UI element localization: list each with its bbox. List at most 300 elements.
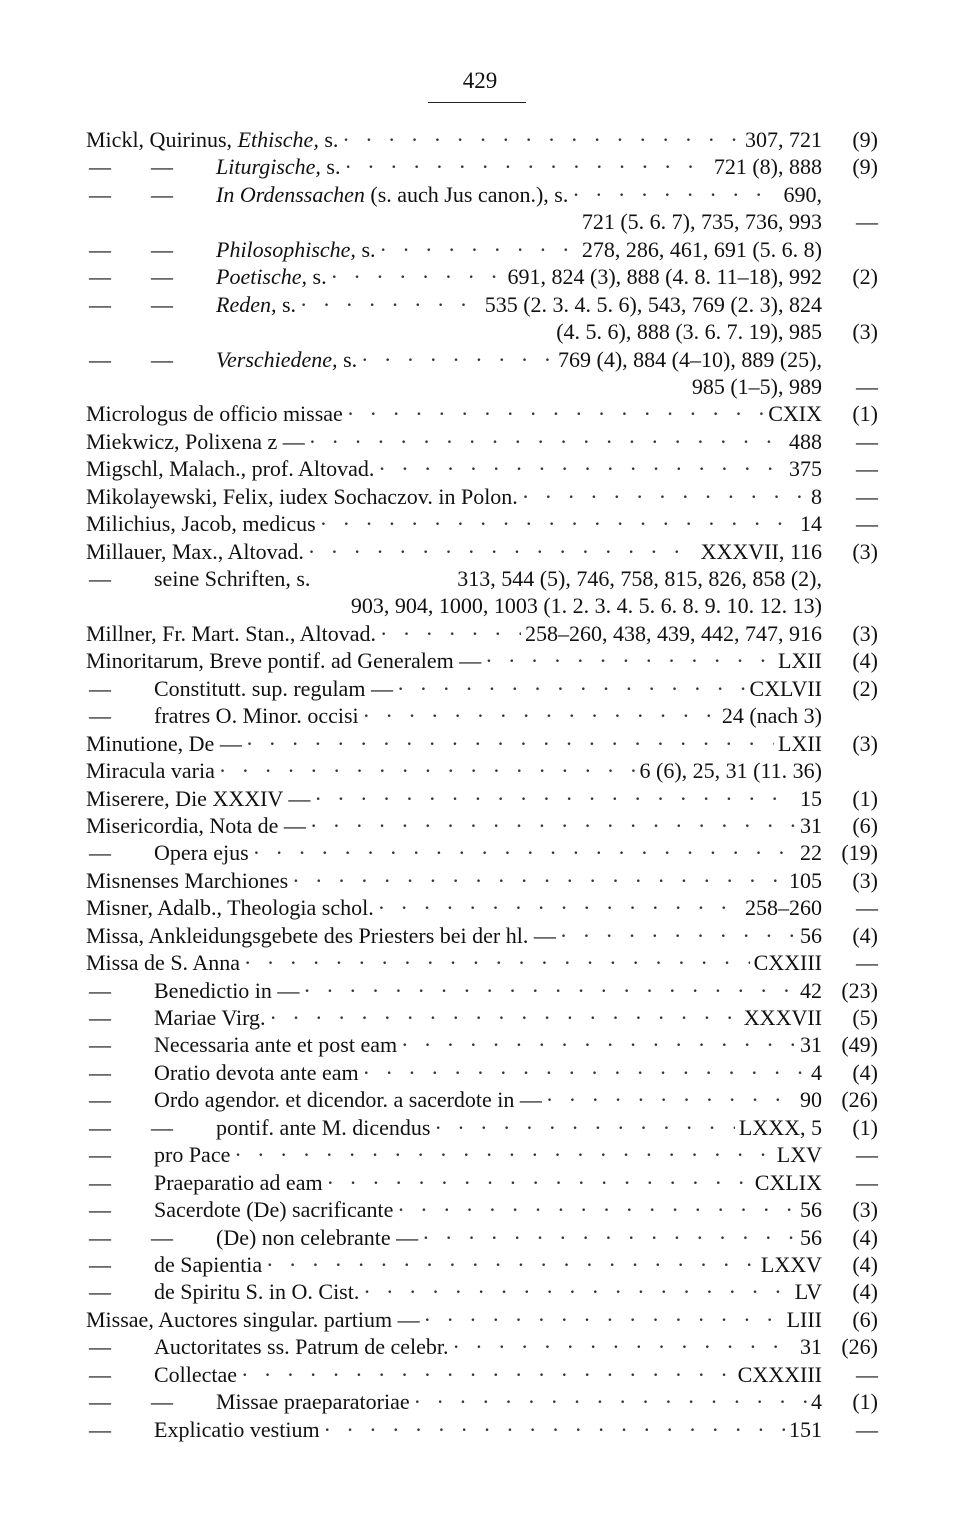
page-references: LXXX, 5 xyxy=(738,1114,822,1140)
leader-dots xyxy=(266,1251,757,1278)
leader-dots xyxy=(434,1114,734,1141)
entry-label: Micrologus de officio missae xyxy=(86,401,343,427)
entry-label: fratres O. Minor. occisi xyxy=(154,703,359,729)
entry-heading xyxy=(86,126,338,153)
page-references: XXXVII xyxy=(743,1005,822,1030)
entry-label-suffix: (s. auch Jus canon.), s. xyxy=(364,181,569,207)
leader-dots xyxy=(327,1169,751,1196)
index-entry xyxy=(86,1224,878,1251)
leader-dots xyxy=(378,455,785,482)
count-note: — xyxy=(856,1361,878,1387)
entry-heading xyxy=(86,428,305,455)
entry-label: Sacerdote (De) sacrificante xyxy=(154,1197,394,1223)
entry-label-suffix: s. xyxy=(276,291,297,317)
leader-dots xyxy=(522,483,807,510)
ditto-dash: — xyxy=(89,1197,111,1223)
ditto-dash: — xyxy=(151,1389,173,1415)
index-entry xyxy=(86,867,878,894)
index-entry xyxy=(86,153,878,180)
ditto-dash: — xyxy=(89,675,111,701)
entry-heading xyxy=(154,977,299,1004)
entry-heading xyxy=(86,922,556,949)
page-references: 56 xyxy=(800,922,822,948)
count-note: (2) xyxy=(852,264,878,290)
page-references: LXII xyxy=(778,730,822,756)
count-note: (1) xyxy=(852,785,878,811)
index-entry xyxy=(86,922,878,949)
page-references: 56 xyxy=(800,1197,822,1223)
index-entry xyxy=(86,894,878,921)
entry-heading xyxy=(154,702,359,729)
entry-heading xyxy=(86,1306,420,1333)
ditto-dash: — xyxy=(89,1114,111,1140)
entry-label: Migschl, Malach., prof. Altovad. xyxy=(86,456,375,482)
ditto-dash: — xyxy=(151,236,173,262)
leader-dots xyxy=(246,730,774,757)
leader-dots xyxy=(422,1224,796,1251)
ditto-dash: — xyxy=(89,236,111,262)
page-references: 22 xyxy=(800,840,822,866)
index-entry xyxy=(86,1059,878,1086)
entry-label: Miserere, Die XXXIV — xyxy=(86,785,311,811)
entry-heading xyxy=(216,291,296,318)
entry-label-suffix: s. xyxy=(355,236,376,262)
entry-heading xyxy=(154,565,310,592)
leader-dots xyxy=(424,1306,783,1333)
index-entry xyxy=(86,1031,878,1058)
page-references: 903, 904, 1000, 1003 (1. 2. 3. 4. 5. 6. 8. 9. 10. 12. 13) xyxy=(350,593,822,619)
count-note: (9) xyxy=(852,154,878,180)
ditto-dash: — xyxy=(89,1334,111,1360)
page-references: 42 xyxy=(800,977,822,1003)
entry-label: Milichius, Jacob, medicus xyxy=(86,511,316,537)
index-entry xyxy=(86,1141,878,1168)
entry-heading xyxy=(86,538,304,565)
ditto-dash: — xyxy=(89,346,111,372)
entry-subtitle-italic: In Ordenssachen xyxy=(216,181,365,207)
count-note: (4) xyxy=(852,1224,878,1250)
entry-heading xyxy=(86,400,343,427)
leader-dots xyxy=(378,894,741,921)
entry-heading xyxy=(154,1086,542,1113)
page-references: 258–260 xyxy=(745,895,822,921)
entry-label: Misnenses Marchiones xyxy=(86,867,289,893)
entry-label: de Sapientia xyxy=(154,1251,263,1277)
leader-dots xyxy=(303,977,796,1004)
entry-heading xyxy=(216,263,327,290)
index-entry xyxy=(86,757,878,784)
leader-dots xyxy=(219,757,636,784)
ditto-dash: — xyxy=(151,264,173,290)
index-entry xyxy=(86,455,878,482)
page-references: 985 (1–5), 989 xyxy=(691,373,822,399)
count-note: (3) xyxy=(852,319,878,345)
index-entry xyxy=(86,126,878,153)
ditto-dash: — xyxy=(89,566,111,591)
entry-heading xyxy=(154,1416,320,1443)
index-entry xyxy=(86,949,878,976)
entry-label: Necessaria ante et post eam xyxy=(154,1032,398,1058)
ditto-dash: — xyxy=(89,1224,111,1250)
count-note: (3) xyxy=(852,867,878,893)
entry-heading xyxy=(86,455,374,482)
count-note: (3) xyxy=(852,1197,878,1223)
index-entry xyxy=(86,839,878,866)
entry-label: Missa de S. Anna xyxy=(86,950,240,976)
leader-dots xyxy=(270,1004,740,1031)
ditto-dash: — xyxy=(89,1142,111,1168)
leader-dots xyxy=(546,1086,796,1113)
page-references: (4. 5. 6), 888 (3. 6. 7. 19), 985 xyxy=(556,319,822,345)
entry-label: Explicatio vestium xyxy=(154,1416,320,1442)
entry-label: Misericordia, Nota de — xyxy=(86,812,306,838)
entry-label: Missa, Ankleidungsgebete des Priesters bei der hl. — xyxy=(86,922,556,948)
page-references: CXLIX xyxy=(754,1169,822,1195)
leader-dots xyxy=(310,812,796,839)
ditto-dash: — xyxy=(89,1251,111,1277)
ditto-dash: — xyxy=(89,181,111,207)
page-references: 31 xyxy=(800,1334,822,1360)
page-references: 24 (nach 3) xyxy=(721,703,822,729)
index-entry xyxy=(86,236,878,263)
page-references: XXXVII, 116 xyxy=(700,538,822,564)
entry-heading xyxy=(86,620,376,647)
page-references: 14 xyxy=(800,511,822,537)
index-entry xyxy=(86,208,878,235)
entry-heading xyxy=(216,1388,410,1415)
index-entry xyxy=(86,318,878,345)
entry-label: Misner, Adalb., Theologia schol. xyxy=(86,895,374,921)
ditto-dash: — xyxy=(89,1416,111,1442)
entry-heading xyxy=(86,867,288,894)
ditto-dash: — xyxy=(151,346,173,372)
index-entry xyxy=(86,1114,878,1141)
entry-heading xyxy=(154,1361,237,1388)
ditto-dash: — xyxy=(151,181,173,207)
index-entry xyxy=(86,483,878,510)
index-entry xyxy=(86,1004,878,1031)
entry-label: Miracula varia xyxy=(86,758,215,784)
page-references: 535 (2. 3. 4. 5. 6), 543, 769 (2. 3), 824 xyxy=(484,291,822,317)
page-references: 90 xyxy=(800,1087,822,1113)
index-entry xyxy=(86,812,878,839)
count-note: (3) xyxy=(852,620,878,646)
entry-label: Minoritarum, Breve pontif. ad Generalem — xyxy=(86,648,482,674)
entry-subtitle-italic: Ethische, xyxy=(237,127,319,152)
page-references: 721 (5. 6. 7), 735, 736, 993 xyxy=(581,209,822,235)
index-entry xyxy=(86,1416,878,1443)
page-references: 488 xyxy=(789,428,822,454)
index-entry xyxy=(86,565,878,592)
index-entry xyxy=(86,1361,878,1388)
index-entry xyxy=(86,373,878,400)
leader-dots xyxy=(401,1031,796,1058)
ditto-dash: — xyxy=(151,1224,173,1250)
entry-heading xyxy=(216,236,376,263)
page-references: 31 xyxy=(800,1032,822,1058)
count-note: (49) xyxy=(841,1032,878,1058)
entry-label: Mariae Virg. xyxy=(154,1005,266,1030)
index-entry xyxy=(86,730,878,757)
page-references: 278, 286, 461, 691 (5. 6. 8) xyxy=(581,236,822,262)
page-references: 31 xyxy=(800,812,822,838)
leader-dots xyxy=(397,675,746,702)
index-entry xyxy=(86,1388,878,1415)
index-entry xyxy=(86,1251,878,1278)
count-note: — xyxy=(856,209,878,235)
leader-dots xyxy=(347,400,764,427)
ditto-dash: — xyxy=(89,840,111,866)
page-references: LXV xyxy=(776,1142,822,1168)
count-note: (5) xyxy=(852,1005,878,1030)
index-entry xyxy=(86,620,878,647)
page-references: LXII xyxy=(778,648,822,674)
entry-label: de Spiritu S. in O. Cist. xyxy=(154,1279,360,1305)
index-entry xyxy=(86,291,878,318)
page-references: LV xyxy=(794,1279,822,1305)
index-entry xyxy=(86,1169,878,1196)
leader-dots xyxy=(241,1361,734,1388)
index-entry xyxy=(86,675,878,702)
page-references: 4 xyxy=(811,1389,822,1415)
count-note: (4) xyxy=(852,1059,878,1085)
count-note: (1) xyxy=(852,1389,878,1415)
count-note: — xyxy=(856,456,878,482)
ditto-dash: — xyxy=(89,703,111,729)
entry-heading xyxy=(154,1333,448,1360)
count-note: — xyxy=(856,950,878,976)
count-note: — xyxy=(856,895,878,921)
page-references: LIII xyxy=(786,1306,822,1332)
ditto-dash: — xyxy=(89,291,111,317)
count-note: — xyxy=(856,373,878,399)
ditto-dash: — xyxy=(89,264,111,290)
entry-label: Miekwicz, Polixena z — xyxy=(86,428,305,454)
ditto-dash: — xyxy=(89,154,111,180)
entry-heading xyxy=(154,675,393,702)
index-entry xyxy=(86,538,878,565)
entry-label: Benedictio in — xyxy=(154,977,300,1003)
entry-heading xyxy=(154,1141,230,1168)
ditto-dash: — xyxy=(89,1279,111,1305)
page-references: CXXXIII xyxy=(737,1361,822,1387)
leader-dots xyxy=(253,839,796,866)
leader-dots xyxy=(485,647,774,674)
leader-dots xyxy=(363,1059,807,1086)
count-note: (6) xyxy=(852,812,878,838)
entry-subtitle-italic: Reden, xyxy=(216,291,277,317)
index-entry xyxy=(86,400,878,427)
ditto-dash: — xyxy=(89,1005,111,1030)
entry-label: Minutione, De — xyxy=(86,730,242,756)
count-note: — xyxy=(856,1169,878,1195)
entry-heading xyxy=(216,1114,430,1141)
ditto-dash: — xyxy=(89,1032,111,1058)
leader-dots xyxy=(363,1278,790,1305)
ditto-dash: — xyxy=(89,1389,111,1415)
index-entry xyxy=(86,702,878,729)
ditto-dash: — xyxy=(151,291,173,317)
count-note: (6) xyxy=(852,1306,878,1332)
leader-dots xyxy=(331,263,504,290)
entry-label: Missae praeparatoriae xyxy=(216,1389,410,1415)
ditto-dash: — xyxy=(89,977,111,1003)
ditto-dash: — xyxy=(151,154,173,180)
entry-heading xyxy=(86,894,374,921)
leader-dots xyxy=(320,510,796,537)
page-references: 690, xyxy=(783,181,822,207)
count-note: — xyxy=(856,428,878,454)
entry-heading xyxy=(216,346,357,373)
leader-dots xyxy=(342,126,741,153)
ditto-dash: — xyxy=(89,1169,111,1195)
entry-subtitle-italic: Philosophische, xyxy=(216,236,356,262)
entry-label: Oratio devota ante eam xyxy=(154,1059,359,1085)
ditto-dash: — xyxy=(89,1087,111,1113)
page-references: 691, 824 (3), 888 (4. 8. 11–18), 992 xyxy=(507,264,822,290)
entry-heading xyxy=(154,1031,397,1058)
entry-heading xyxy=(86,730,242,757)
page-references: 258–260, 438, 439, 442, 747, 916 xyxy=(525,620,822,646)
page-number-rule xyxy=(428,102,526,103)
leader-dots xyxy=(560,922,796,949)
ditto-dash: — xyxy=(89,1059,111,1085)
entry-heading xyxy=(216,153,340,180)
entry-label: pontif. ante M. dicendus xyxy=(216,1114,431,1140)
index-list xyxy=(86,126,878,1443)
count-note: (4) xyxy=(852,1279,878,1305)
page-references: LXXV xyxy=(760,1251,822,1277)
leader-dots xyxy=(309,428,785,455)
entry-label: (De) non celebrante — xyxy=(216,1224,419,1250)
leader-dots xyxy=(414,1388,807,1415)
page-references: 6 (6), 25, 31 (11. 36) xyxy=(639,758,822,784)
index-entry xyxy=(86,1333,878,1360)
count-note: (3) xyxy=(852,538,878,564)
page-references: CXXIII xyxy=(753,950,822,976)
leader-dots xyxy=(244,949,750,976)
leader-dots xyxy=(380,620,521,647)
count-note: (1) xyxy=(852,401,878,427)
index-entry xyxy=(86,785,878,812)
entry-label: Mikolayewski, Felix, iudex Sochaczov. in Polon. xyxy=(86,483,518,509)
entry-heading xyxy=(154,1278,359,1305)
entry-heading xyxy=(86,757,215,784)
leader-dots xyxy=(361,346,554,373)
page-references: 56 xyxy=(800,1224,822,1250)
entry-label: Opera ejus xyxy=(154,840,249,866)
count-note: — xyxy=(856,1416,878,1442)
leader-dots xyxy=(380,236,578,263)
count-note: (19) xyxy=(841,840,878,866)
index-entry xyxy=(86,1306,878,1333)
page-references: CXLVII xyxy=(749,675,822,701)
page-references: 151 xyxy=(789,1416,822,1442)
entry-label: Mickl, Quirinus, xyxy=(86,127,238,152)
entry-subtitle-italic: Poetische, xyxy=(216,264,308,290)
entry-heading xyxy=(86,949,240,976)
count-note: — xyxy=(856,511,878,537)
entry-label-suffix: s. xyxy=(337,346,358,372)
entry-heading xyxy=(216,181,568,208)
index-entry xyxy=(86,1196,878,1223)
entry-label: Praeparatio ad eam xyxy=(154,1169,323,1195)
leader-dots xyxy=(572,181,779,208)
entry-heading xyxy=(86,483,518,510)
ditto-dash: — xyxy=(89,1361,111,1387)
entry-label-suffix: s. xyxy=(307,264,327,290)
entry-subtitle-italic: Liturgische, xyxy=(216,154,321,180)
leader-dots xyxy=(308,538,697,565)
count-note: (26) xyxy=(841,1334,878,1360)
index-entry xyxy=(86,510,878,537)
leader-dots xyxy=(234,1141,772,1168)
entry-label: Millauer, Max., Altovad. xyxy=(86,538,304,564)
entry-heading xyxy=(216,1224,418,1251)
entry-label: Missae, Auctores singular. partium — xyxy=(86,1306,420,1332)
entry-label: Ordo agendor. et dicendor. a sacerdote in — xyxy=(154,1087,542,1113)
index-entry xyxy=(86,977,878,1004)
index-entry xyxy=(86,647,878,674)
entry-heading xyxy=(86,812,306,839)
page-references: 769 (4), 884 (4–10), 889 (25), xyxy=(558,346,822,372)
entry-label-suffix: s. xyxy=(320,154,341,180)
count-note: (23) xyxy=(841,977,878,1003)
leader-dots xyxy=(314,785,796,812)
count-note: (1) xyxy=(852,1114,878,1140)
index-entry xyxy=(86,428,878,455)
page-references: 313, 544 (5), 746, 758, 815, 826, 858 (2), xyxy=(457,566,822,591)
page-number: 429 xyxy=(462,68,498,93)
entry-heading xyxy=(154,1059,359,1086)
count-note: (3) xyxy=(852,730,878,756)
entry-label: Millner, Fr. Mart. Stan., Altovad. xyxy=(86,620,376,646)
page-references: 307, 721 xyxy=(745,127,822,152)
count-note: (4) xyxy=(852,648,878,674)
page-references: CXIX xyxy=(768,401,822,427)
index-entry xyxy=(86,181,878,208)
page-references: 375 xyxy=(789,456,822,482)
ditto-dash: — xyxy=(151,1114,173,1140)
entry-label: Collectae xyxy=(154,1361,238,1387)
page-references: 105 xyxy=(789,867,822,893)
index-entry xyxy=(86,346,878,373)
page-references: 4 xyxy=(811,1059,822,1085)
count-note: (4) xyxy=(852,922,878,948)
entry-heading xyxy=(154,1251,262,1278)
leader-dots xyxy=(344,153,709,180)
leader-dots xyxy=(363,702,718,729)
entry-heading xyxy=(86,785,310,812)
entry-heading xyxy=(154,1169,323,1196)
entry-label: Constitutt. sup. regulam — xyxy=(154,675,393,701)
entry-label-suffix: s. xyxy=(318,127,339,152)
index-entry xyxy=(86,592,878,619)
leader-dots xyxy=(324,1416,785,1443)
page-references: 8 xyxy=(811,483,822,509)
index-entry xyxy=(86,263,878,290)
page-references: 15 xyxy=(800,785,822,811)
count-note: — xyxy=(856,483,878,509)
page-references: 721 (8), 888 xyxy=(713,154,822,180)
count-note: (26) xyxy=(841,1087,878,1113)
entry-subtitle-italic: Verschiedene, xyxy=(216,346,338,372)
leader-dots xyxy=(300,291,481,318)
entry-label: Auctoritates ss. Patrum de celebr. xyxy=(154,1334,449,1360)
count-note: — xyxy=(856,1142,878,1168)
entry-heading xyxy=(86,647,481,674)
leader-dots xyxy=(397,1196,796,1223)
